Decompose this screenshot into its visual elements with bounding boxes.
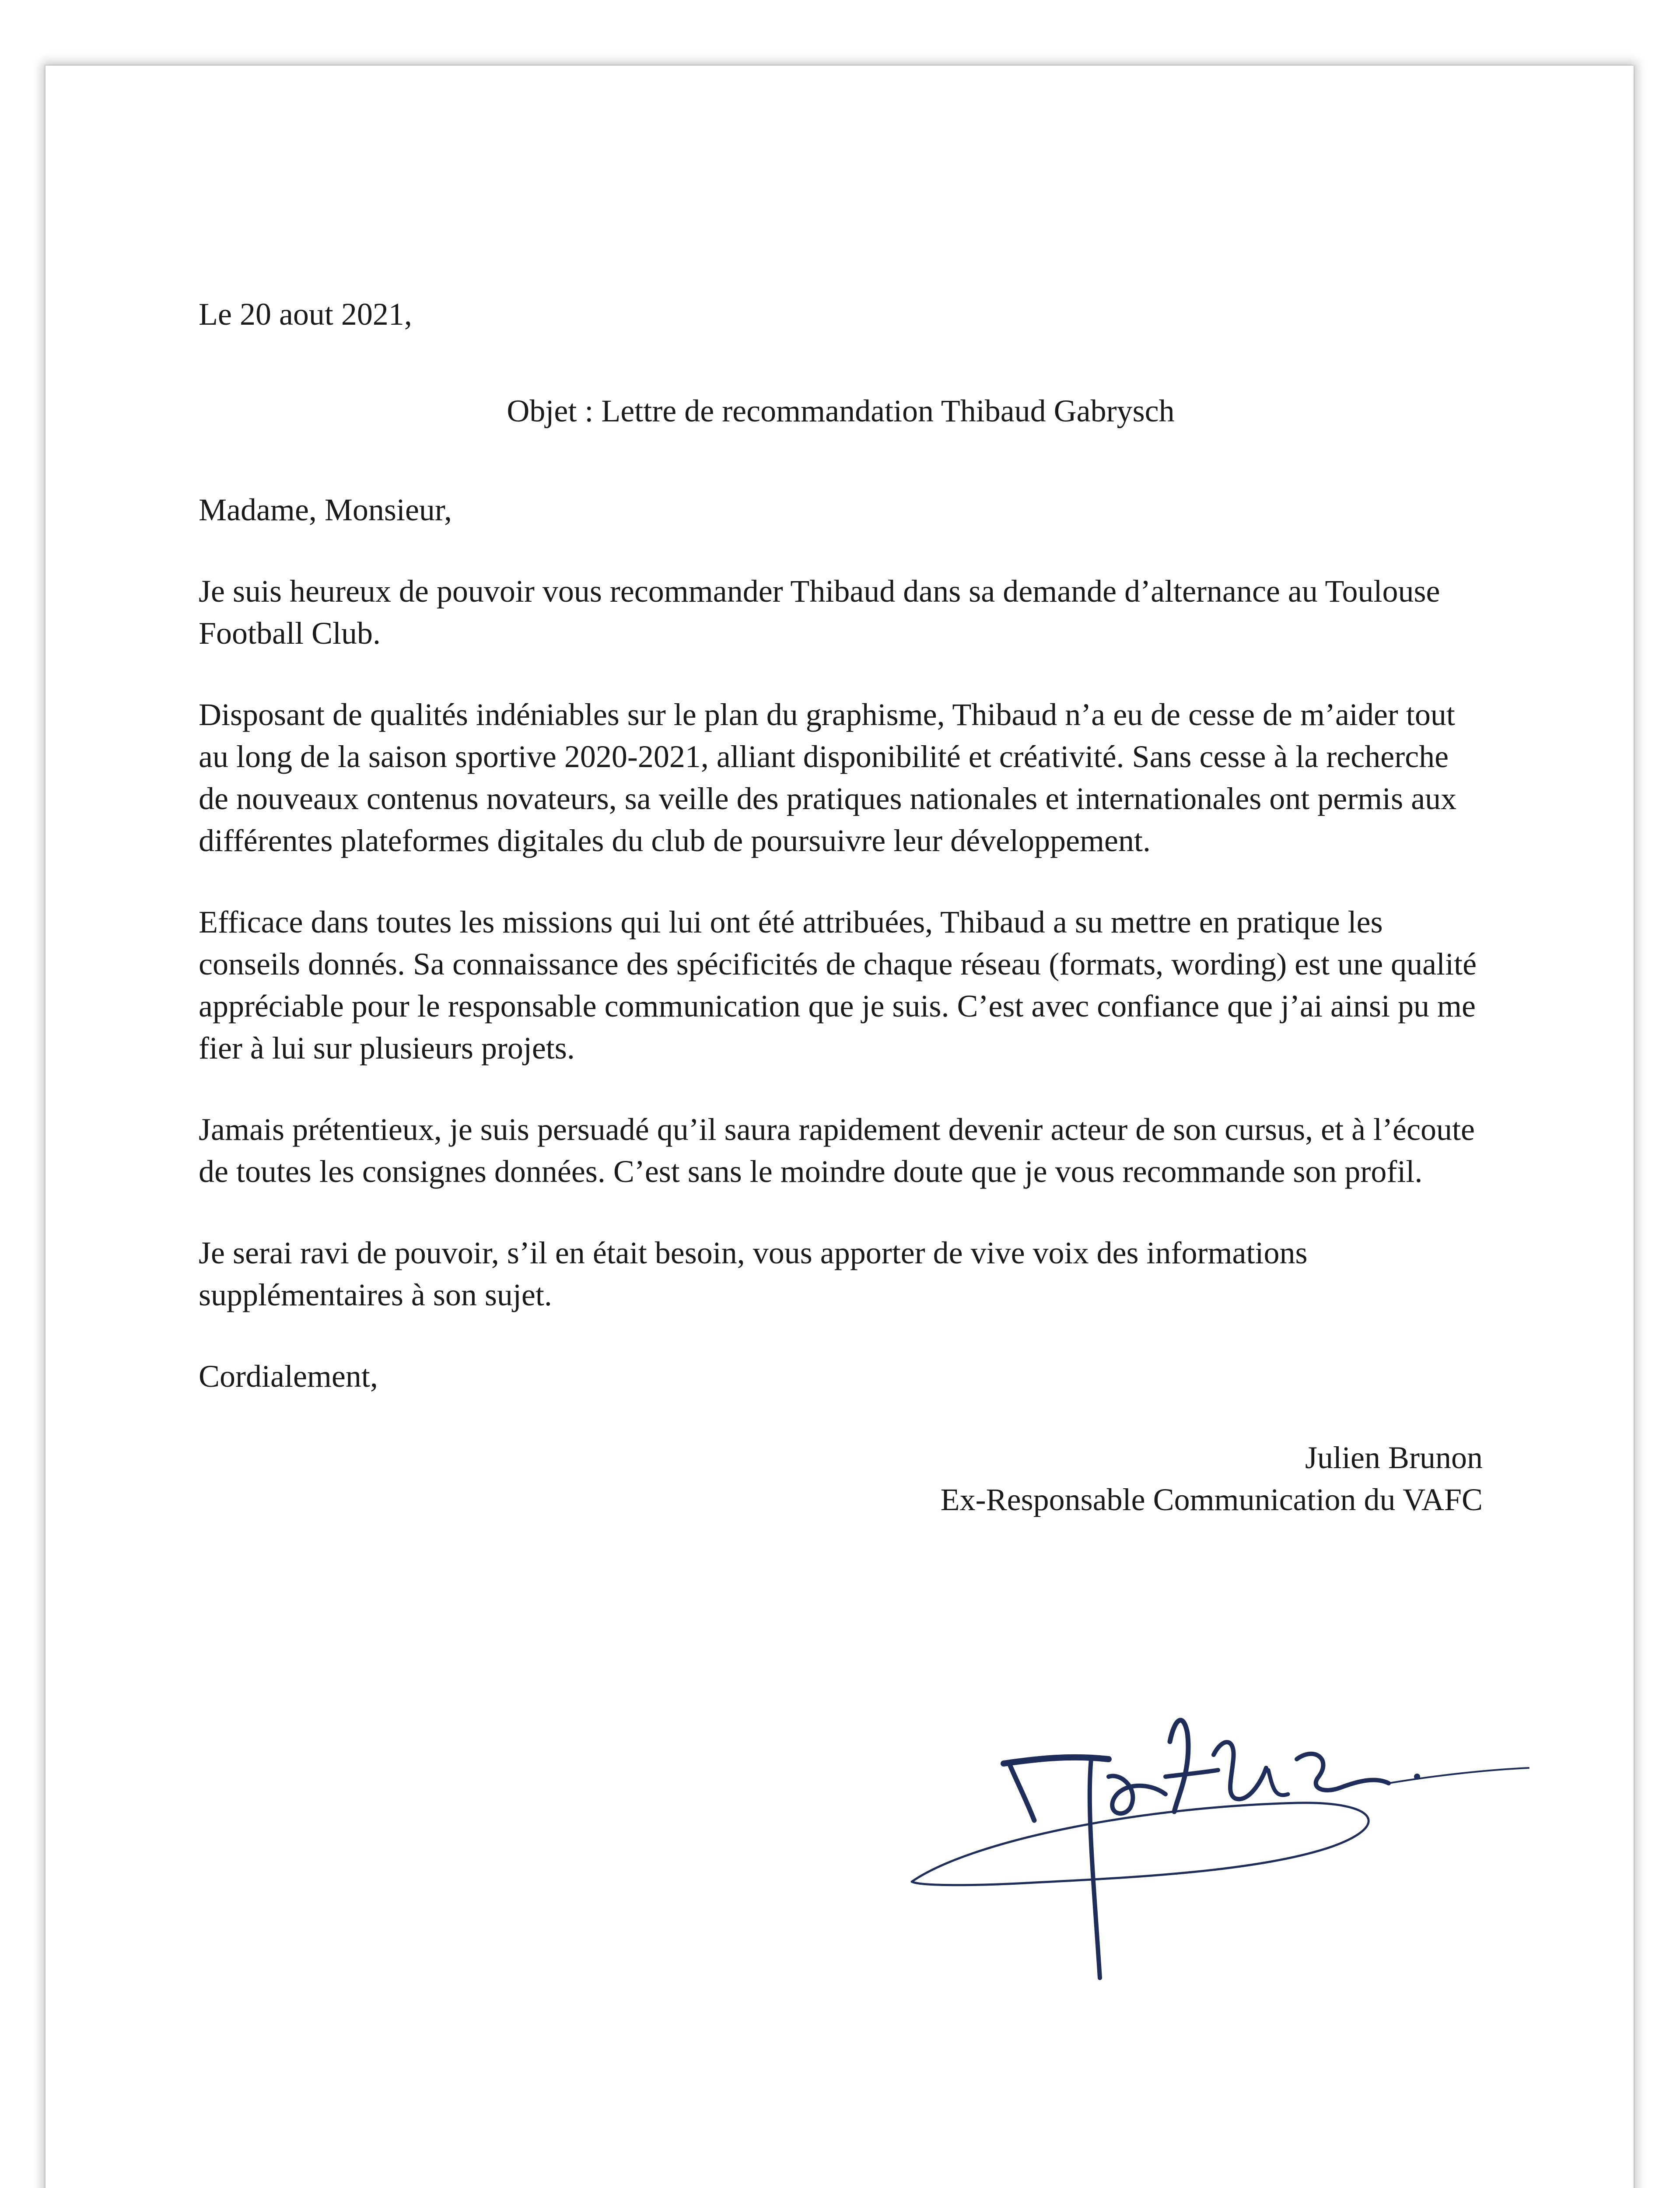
paragraph-4: Jamais prétentieux, je suis persuadé qu’il saura rapidement devenir acteur de son cursus, et à l’écoute de toutes les consignes données. C’est sans le moindre doute que je vous recommande son profil. (199, 1112, 1475, 1189)
letter-date: Le 20 aout 2021, (199, 297, 412, 332)
letter-page (46, 66, 1634, 2188)
signer-title: Ex-Responsable Communication du VAFC (940, 1482, 1483, 1517)
signer-block (199, 1437, 1483, 1521)
paragraph-2: Disposant de qualités indéniables sur le plan du graphisme, Thibaud n’a eu de cesse de m’aider tout au long de la saison sportive 2020-2021, alliant disponibilité et créativité. Sans cesse à la recherche de nouveaux contenus novateurs, sa veille des pratiques nationales et internationales ont permis aux différentes plateformes digitales du club de poursuivre leur développement. (199, 697, 1457, 858)
paragraph-3: Efficace dans toutes les missions qui lui ont été attribuées, Thibaud a su mettre en pratique les conseils donnés. Sa connaissance des spécificités de chaque réseau (formats, wording) est une qualité appréciable pour le responsable communication que je suis. C’est avec confiance que j’ai ainsi pu me fier à lui sur plusieurs projets. (199, 905, 1477, 1066)
signature-icon (903, 1694, 1537, 1995)
paragraph-1: Je suis heureux de pouvoir vous recommander Thibaud dans sa demande d’alternance au Toulouse Football Club. (199, 574, 1440, 651)
letter-body (199, 293, 1483, 1521)
handwritten-signature (903, 1694, 1537, 1995)
signer-name: Julien Brunon (1305, 1440, 1483, 1475)
letter-subject: Objet : Lettre de recommandation Thibaud Gabrysch (507, 393, 1175, 428)
paragraph-5: Je serai ravi de pouvoir, s’il en était besoin, vous apporter de vive voix des informations supplémentaires à son sujet. (199, 1235, 1308, 1312)
letter-greeting: Madame, Monsieur, (199, 492, 452, 527)
letter-closing: Cordialement, (199, 1359, 378, 1394)
